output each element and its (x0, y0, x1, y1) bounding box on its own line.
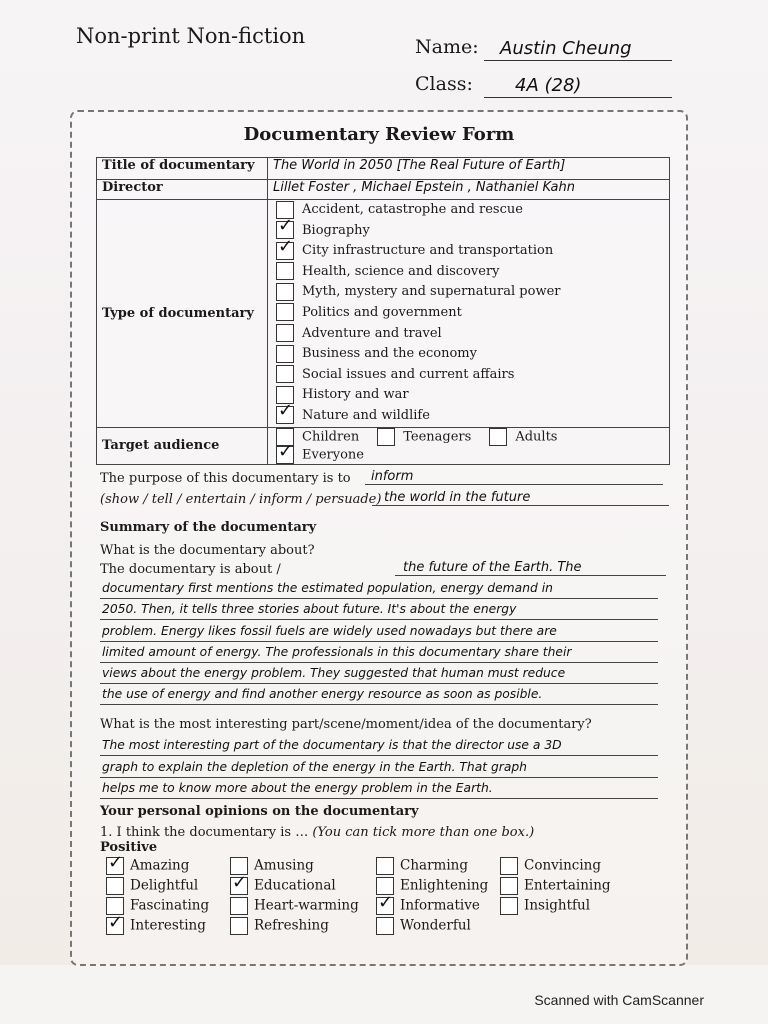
opinion-option-label: Amusing (254, 857, 314, 874)
type-checkbox[interactable] (276, 262, 294, 280)
opinions-heading: Your personal opinions on the documentary (100, 804, 419, 819)
answer-rule (100, 755, 658, 756)
opinion-option-label: Charming (400, 857, 468, 874)
about-prefix: The documentary is about / (100, 562, 281, 577)
answer-rule (100, 662, 658, 663)
director-value: Lillet Foster , Michael Epstein , Nathaniel Kahn (268, 180, 670, 200)
type-options (268, 200, 670, 428)
answer-rule (100, 641, 658, 642)
documentary-info-table (96, 157, 670, 465)
interesting-answer-line: The most interesting part of the documentary is that the director use a 3D (102, 738, 562, 752)
type-option-label: Accident, catastrophe and rescue (302, 202, 523, 217)
type-checkbox[interactable] (276, 365, 294, 383)
type-option-label: Biography (302, 222, 370, 238)
opinion-option-label: Delightful (130, 877, 199, 894)
opinion-checkbox[interactable] (500, 857, 518, 875)
opinion-option-label: Educational (254, 877, 336, 894)
class-line (484, 97, 672, 98)
audience-option-label: Children (302, 429, 360, 445)
about-question: What is the documentary about? (100, 543, 315, 558)
answer-rule (100, 704, 658, 705)
class-label: Class: (415, 73, 473, 95)
type-option[interactable] (276, 282, 664, 303)
interesting-question: What is the most interesting part/scene/moment/idea of the documentary? (100, 717, 592, 732)
opinion-option[interactable] (230, 897, 359, 915)
opinion-option[interactable] (106, 917, 206, 935)
answer-rule (100, 598, 658, 599)
about-answer-line: limited amount of energy. The professionals in this documentary share their (102, 644, 572, 659)
type-checkbox[interactable] (276, 345, 294, 363)
type-option[interactable] (276, 324, 664, 345)
class-value: 4A (28) (515, 75, 582, 96)
audience-label: Target audience (97, 427, 268, 464)
opinion-option-label: Entertaining (524, 877, 611, 894)
answer-rule (100, 798, 658, 799)
about-answer-line: the use of energy and find another energy resource as soon as posible. (102, 687, 543, 702)
type-option[interactable] (276, 200, 664, 221)
audience-checkbox[interactable] (276, 446, 294, 464)
title-value: The World in 2050 [The Real Future of Earth] (268, 158, 670, 180)
opinion-checkbox[interactable] (106, 877, 124, 895)
opinion-option[interactable] (376, 897, 480, 915)
audience-option-label: Teenagers (403, 429, 472, 445)
opinion-q-number: 1. (100, 825, 113, 840)
opinion-checkbox[interactable] (500, 897, 518, 915)
opinion-option-label: Enlightening (400, 877, 489, 894)
positive-label: Positive (100, 840, 158, 855)
answer-rule (100, 683, 658, 684)
form-title: Documentary Review Form (243, 124, 515, 145)
director-label: Director (97, 180, 268, 200)
name-label: Name: (415, 36, 479, 58)
audience-option-label: Adults (515, 429, 558, 445)
type-option-label: History and war (302, 387, 409, 403)
opinion-checkbox[interactable] (500, 877, 518, 895)
audience-option[interactable] (489, 428, 557, 446)
opinion-checkbox[interactable] (230, 917, 248, 935)
about-answer-line: views about the energy problem. They suggested that human must reduce (102, 666, 566, 680)
type-option-label: Business and the economy (302, 346, 477, 362)
type-option[interactable] (276, 303, 664, 324)
opinion-option-label: Convincing (524, 857, 602, 874)
opinion-option-label: Informative (400, 897, 480, 914)
page-heading: Non-print Non-fiction (76, 24, 306, 48)
opinion-option-label: Insightful (524, 897, 591, 914)
opinion-checkbox[interactable] (106, 857, 124, 875)
opinion-option-label: Interesting (130, 917, 206, 934)
opinion-question (100, 825, 534, 840)
opinion-checkbox[interactable] (376, 897, 394, 915)
title-label: Title of documentary (97, 158, 268, 180)
name-value: Austin Cheung (500, 38, 632, 59)
type-option-label: Nature and wildlife (302, 407, 430, 423)
opinion-option[interactable] (106, 877, 198, 895)
opinion-option[interactable] (376, 917, 471, 935)
opinion-option-label: Fascinating (130, 897, 210, 914)
type-option[interactable] (276, 262, 664, 283)
type-checkbox[interactable] (276, 303, 294, 321)
type-option-label: Politics and government (302, 304, 462, 320)
type-option-label: Social issues and current affairs (302, 366, 515, 382)
type-option[interactable] (276, 406, 664, 427)
interesting-answer-line: helps me to know more about the energy problem in the Earth. (102, 781, 493, 795)
type-option[interactable] (276, 365, 664, 386)
audience-option[interactable] (377, 428, 471, 446)
type-label: Type of documentary (97, 200, 268, 428)
type-option[interactable] (276, 241, 664, 262)
opinion-option-label: Wonderful (400, 917, 471, 934)
type-checkbox[interactable] (276, 406, 294, 424)
opinion-option[interactable] (106, 857, 189, 875)
opinion-q-note: (You can tick more than one box.) (312, 825, 535, 840)
type-option[interactable] (276, 221, 664, 242)
type-option-label: Health, science and discovery (302, 263, 500, 279)
audience-options (268, 427, 670, 464)
opinion-option-label: Heart-warming (254, 897, 359, 914)
name-line (484, 60, 672, 61)
type-checkbox[interactable] (276, 324, 294, 342)
opinion-checkbox[interactable] (376, 917, 394, 935)
opinion-option-label: Refreshing (254, 917, 329, 934)
type-checkbox[interactable] (276, 242, 294, 260)
opinion-checkbox[interactable] (230, 897, 248, 915)
about-answer-line: 2050. Then, it tells three stories about future. It's about the energy (102, 602, 517, 617)
opinion-q-text: I think the documentary is … (116, 825, 309, 840)
about-answer-line: problem. Energy likes fossil fuels are widely used nowadays but there are (102, 623, 557, 638)
opinion-option[interactable] (230, 917, 329, 935)
opinion-checkbox[interactable] (376, 857, 394, 875)
audience-option[interactable] (276, 446, 364, 464)
type-option[interactable] (276, 385, 664, 406)
opinion-option[interactable] (230, 877, 336, 895)
type-option[interactable] (276, 344, 664, 365)
about-answer-line: documentary first mentions the estimated population, energy demand in (102, 581, 553, 596)
opinion-option[interactable] (376, 857, 468, 875)
type-option-label: City infrastructure and transportation (302, 243, 554, 259)
purpose-options: (show / tell / entertain / inform / persuade) (100, 492, 382, 507)
audience-option-label: Everyone (302, 447, 364, 463)
audience-checkbox[interactable] (377, 428, 395, 446)
type-option-label: Myth, mystery and supernatural power (302, 284, 561, 300)
about-line-first: the future of the Earth. The (395, 560, 666, 576)
answer-rule (100, 777, 658, 778)
type-checkbox[interactable] (276, 283, 294, 301)
answer-rule (100, 619, 658, 620)
purpose-value: inform (365, 469, 663, 485)
opinion-checkbox[interactable] (106, 917, 124, 935)
opinion-option[interactable] (500, 877, 611, 895)
opinion-option[interactable] (500, 857, 601, 875)
type-option-label: Adventure and travel (302, 325, 442, 341)
purpose-value-2: the world in the future (372, 490, 669, 506)
audience-checkbox[interactable] (489, 428, 507, 446)
summary-heading: Summary of the documentary (100, 520, 317, 535)
opinion-checkbox[interactable] (230, 877, 248, 895)
purpose-line: The purpose of this documentary is to (100, 471, 351, 486)
opinion-option-label: Amazing (130, 857, 190, 874)
scanner-watermark: Scanned with CamScanner (534, 992, 704, 1008)
interesting-answer-line: graph to explain the depletion of the energy in the Earth. That graph (102, 759, 527, 774)
opinion-option[interactable] (500, 897, 590, 915)
